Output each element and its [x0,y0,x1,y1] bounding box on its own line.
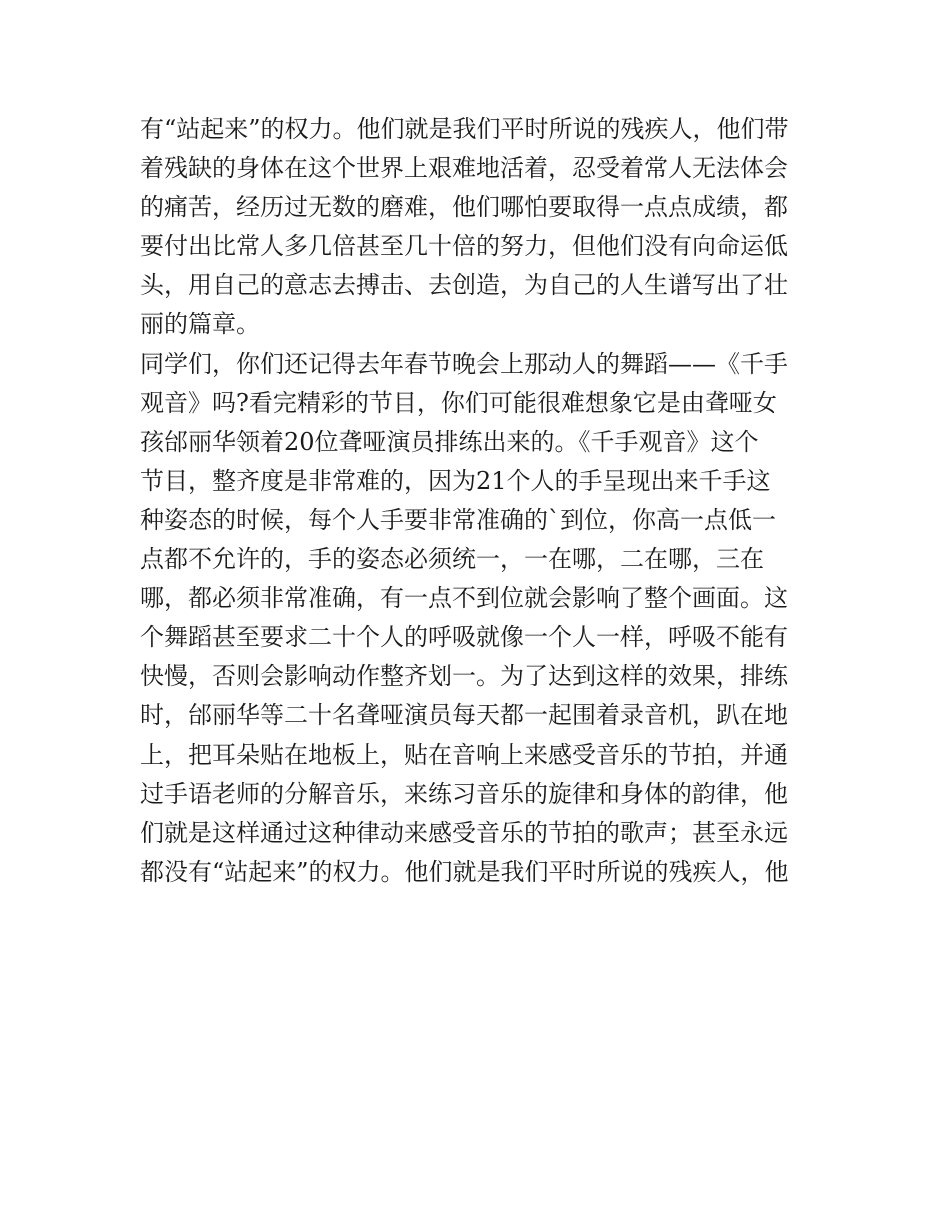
text-line: 观音》吗?看完精彩的节目，你们可能很难想象它是由聋哑女 [140,388,777,417]
text-line: 有“站起来”的权力。他们就是我们平时所说的残疾人，他们带 [140,115,789,143]
text-line: 种姿态的时候，每个人手要非常准确的`到位，你高一点低一 [140,505,776,534]
text-line: 着残缺的身体在这个世界上艰难地活着，忍受着常人无法体会 [140,154,788,183]
text-line: 孩邰丽华领着20位聋哑演员排练出来的。《千手观音》这个 [140,427,759,456]
text-line: 个舞蹈甚至要求二十个人的呼吸就像一个人一样，呼吸不能有 [140,623,788,652]
text-line: 节目，整齐度是非常难的，因为21个人的手呈现出来千手这 [140,466,771,495]
text-line: 的痛苦，经历过无数的磨难，他们哪怕要取得一点点成绩，都 [140,193,788,222]
text-line: 们就是这样通过这种律动来感受音乐的节拍的歌声；甚至永远 [140,818,788,847]
text-line: 快慢，否则会影响动作整齐划一。为了达到这样的效果，排练 [140,662,788,691]
text-line: 丽的篇章。 [140,310,260,339]
text-line: 哪，都必须非常准确，有一点不到位就会影响了整个画面。这 [140,584,788,613]
text-line: 头，用自己的意志去搏击、去创造，为自己的人生谱写出了壮 [140,271,788,300]
text-line: 都没有“站起来”的权力。他们就是我们平时所说的残疾人，他 [140,857,789,886]
body-text [140,110,820,892]
text-line: 点都不允许的，手的姿态必须统一，一在哪，二在哪，三在 [140,545,764,574]
text-line: 过手语老师的分解音乐，来练习音乐的旋律和身体的韵律，他 [140,779,788,808]
text-line: 时，邰丽华等二十名聋哑演员每天都一起围着录音机，趴在地 [140,701,788,730]
text-line: 要付出比常人多几倍甚至几十倍的努力，但他们没有向命运低 [140,232,788,261]
text-line: 上，把耳朵贴在地板上，贴在音响上来感受音乐的节拍，并通 [140,740,788,769]
text-line: 同学们，你们还记得去年春节晚会上那动人的舞蹈——《千手 [140,349,788,378]
